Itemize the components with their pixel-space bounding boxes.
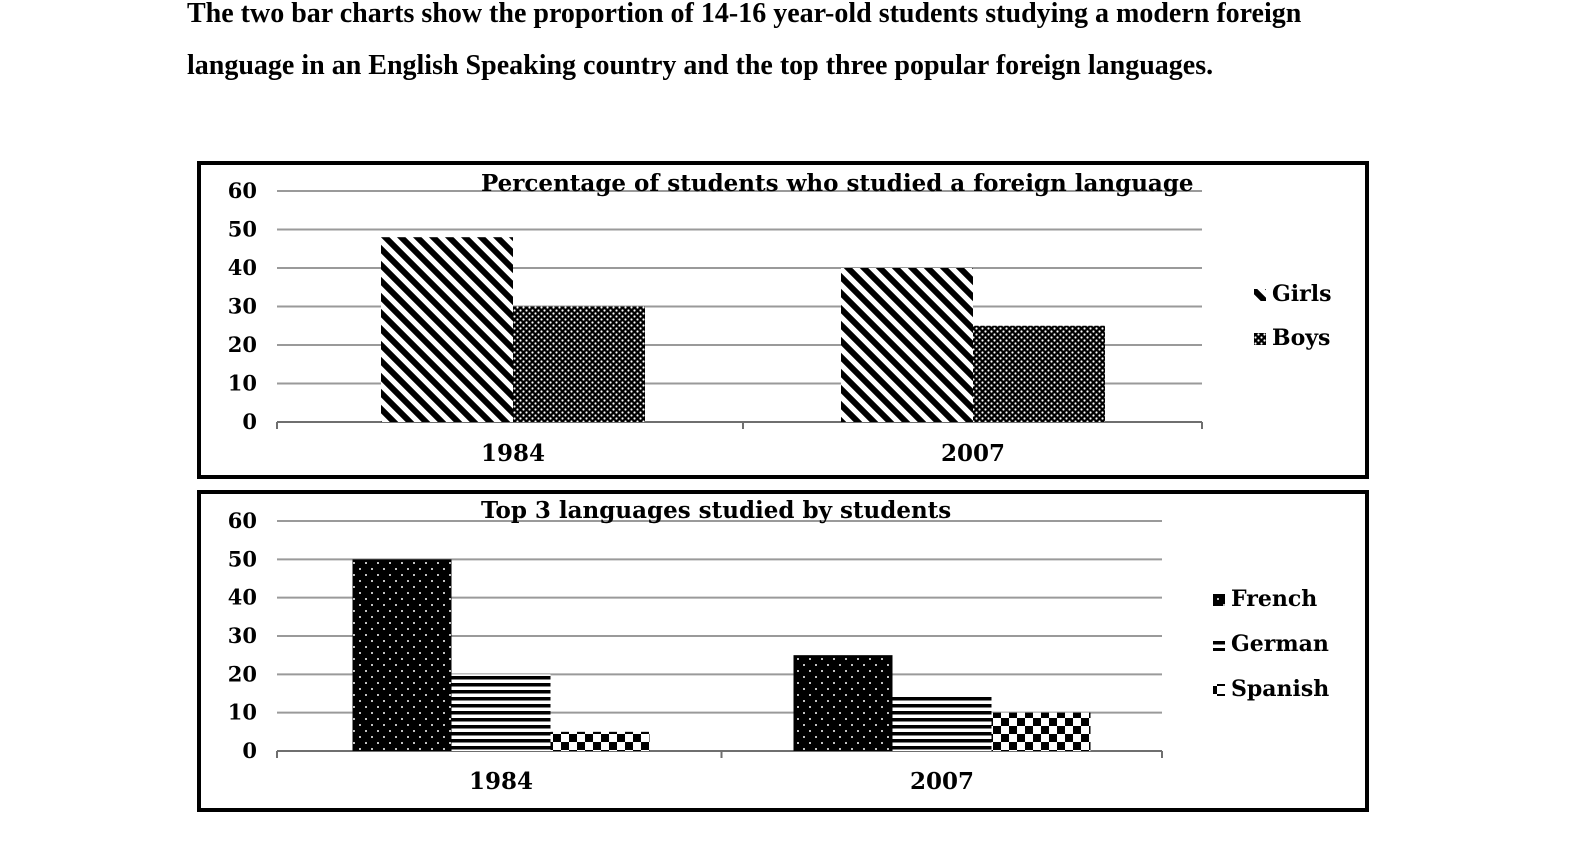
legend-swatch-german <box>1213 639 1225 651</box>
x-tick-label-2007: 2007 <box>909 768 975 795</box>
legend-swatch-boys <box>1254 333 1266 345</box>
chart-panel-students <box>197 161 1369 479</box>
legend-label-german: German <box>1231 631 1329 657</box>
y-tick-label-50: 50 <box>227 546 257 572</box>
bar-boys-2007 <box>973 326 1105 422</box>
y-tick-label-30: 30 <box>227 293 257 319</box>
x-tick-label-2007: 2007 <box>940 440 1006 467</box>
legend-swatch-spanish <box>1213 684 1225 696</box>
bar-french-2007 <box>794 655 893 751</box>
y-tick-label-60: 60 <box>227 508 257 533</box>
legend-label-boys: Boys <box>1272 325 1331 351</box>
intro-text: The two bar charts show the proportion of 14-16 year-old students studying a modern foreign language in an English Speaking country and the top three popular foreign languages. <box>187 0 1302 81</box>
bar-french-1984 <box>353 559 452 751</box>
y-tick-label-50: 50 <box>227 216 257 242</box>
chart-top-languages <box>201 494 1365 808</box>
bar-spanish-1984 <box>551 732 650 751</box>
y-tick-label-60: 60 <box>227 178 257 203</box>
x-tick-label-1984: 1984 <box>468 768 534 795</box>
legend-label-spanish: Spanish <box>1231 676 1330 702</box>
bar-boys-1984 <box>513 307 645 423</box>
chart-panel-languages <box>197 490 1369 812</box>
y-tick-label-40: 40 <box>227 584 257 610</box>
chart-title: Top 3 languages studied by students <box>481 497 952 524</box>
legend-label-french: French <box>1231 586 1318 612</box>
y-tick-label-10: 10 <box>227 370 257 396</box>
y-tick-label-0: 0 <box>242 738 257 763</box>
y-tick-label-10: 10 <box>227 699 257 725</box>
y-tick-label-0: 0 <box>242 409 257 434</box>
legend-label-girls: Girls <box>1272 281 1332 307</box>
legend-swatch-french <box>1213 594 1225 606</box>
chart-title: Percentage of students who studied a foreign language <box>481 170 1194 197</box>
x-tick-label-1984: 1984 <box>480 440 546 467</box>
y-tick-label-20: 20 <box>227 332 257 357</box>
chart-students-foreign-language <box>201 165 1365 475</box>
y-tick-label-30: 30 <box>227 623 257 648</box>
bar-girls-1984 <box>381 237 513 422</box>
y-tick-label-20: 20 <box>227 661 257 687</box>
legend-swatch-girls <box>1254 289 1266 301</box>
bar-spanish-2007 <box>992 713 1091 751</box>
bar-german-1984 <box>452 674 551 751</box>
bar-girls-2007 <box>841 268 973 422</box>
y-tick-label-40: 40 <box>227 255 257 280</box>
bar-german-2007 <box>893 694 992 752</box>
